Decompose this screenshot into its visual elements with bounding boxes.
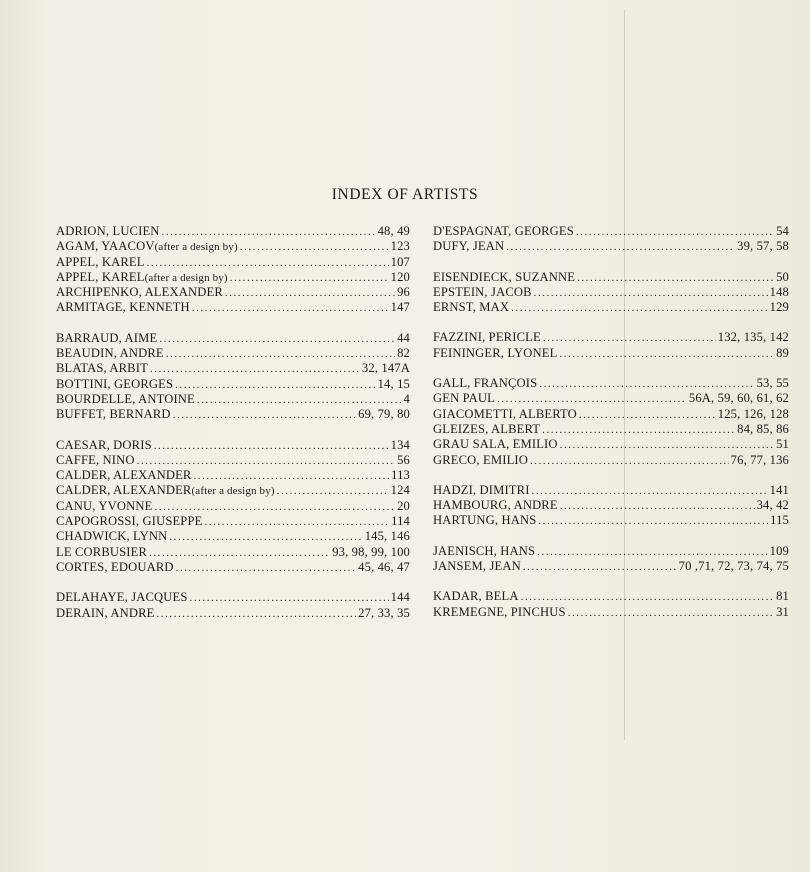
artist-name: EPSTEIN, JACOB <box>433 284 532 299</box>
leader-dots <box>506 240 735 255</box>
leader-dots <box>568 606 774 621</box>
index-entry <box>56 606 410 621</box>
page-title: INDEX OF ARTISTS <box>331 186 479 203</box>
page-numbers: 34, 42 <box>756 498 789 513</box>
artist-name: ERNST, MAX <box>433 300 510 315</box>
index-entry <box>433 407 789 422</box>
leader-dots <box>190 591 389 606</box>
leader-dots <box>559 347 774 362</box>
index-entry <box>433 437 789 452</box>
index-entry <box>433 559 789 574</box>
index-entry <box>433 605 789 620</box>
left-letter-group <box>56 224 410 316</box>
page-numbers: 54 <box>776 224 789 238</box>
leader-dots <box>193 469 389 484</box>
index-entry <box>56 331 410 346</box>
page-numbers: 114 <box>391 514 410 529</box>
index-entry <box>56 590 410 605</box>
leader-dots <box>542 423 735 438</box>
index-entry <box>433 513 789 528</box>
artist-note: (after a design by) <box>154 241 238 254</box>
artist-name: BARRAUD, AIME <box>56 330 158 345</box>
artist-name: HADZI, DIMITRI <box>433 482 530 497</box>
index-entry <box>56 255 410 270</box>
index-entry <box>433 498 789 513</box>
index-entry <box>433 376 789 391</box>
page-numbers: 50 <box>776 269 789 284</box>
artist-name: HAMBOURG, ANDRE <box>433 498 558 513</box>
index-entry <box>56 361 410 376</box>
leader-dots <box>225 286 395 301</box>
leader-dots <box>176 561 356 576</box>
page-numbers: 93, 98, 99, 100 <box>332 544 410 559</box>
leader-dots <box>162 225 376 240</box>
leader-dots <box>137 454 395 469</box>
leader-dots <box>277 484 389 499</box>
right-letter-group <box>433 483 789 529</box>
index-entry <box>56 239 410 254</box>
page-numbers: 81 <box>776 589 789 604</box>
leader-dots <box>149 546 330 561</box>
artist-name: GLEIZES, ALBERT <box>433 421 541 436</box>
artist-name: CAPOGROSSI, GIUSEPPE <box>56 514 203 529</box>
index-entry <box>56 545 410 560</box>
page-numbers: 56A, 59, 60, 61, 62 <box>688 391 789 406</box>
index-entry <box>56 483 410 498</box>
leader-dots <box>497 392 687 407</box>
right-letter-group <box>433 224 789 255</box>
index-entry <box>56 529 410 544</box>
leader-dots <box>521 590 774 605</box>
page-numbers: 89 <box>776 345 789 360</box>
leader-dots <box>159 332 395 347</box>
artist-name: CAESAR, DORIS <box>56 437 152 452</box>
page-numbers: 148 <box>769 284 789 299</box>
artist-name: CAFFE, NINO <box>56 452 135 467</box>
page-numbers: 125, 126, 128 <box>717 406 789 421</box>
leader-dots <box>530 454 729 469</box>
artist-name: AGAM, YAACOV <box>56 239 155 254</box>
leader-dots <box>560 438 774 453</box>
artist-name: EISENDIECK, SUZANNE <box>433 269 576 284</box>
page-numbers: 32, 147A <box>361 361 410 376</box>
artist-name: GRAU SALA, EMILIO <box>433 437 558 452</box>
leader-dots <box>538 514 768 529</box>
index-entry <box>56 407 410 422</box>
artist-name: GRECO, EMILIO <box>433 452 528 467</box>
left-letter-group <box>56 438 410 576</box>
leader-dots <box>154 500 395 515</box>
right-letter-group <box>433 330 789 361</box>
index-entry <box>433 270 789 285</box>
page-numbers: 120 <box>390 269 410 284</box>
page-numbers: 31 <box>776 604 789 619</box>
page-numbers: 113 <box>391 468 410 483</box>
page-numbers: 56 <box>397 452 410 467</box>
leader-dots <box>240 240 389 255</box>
page-numbers: 107 <box>390 254 410 269</box>
page-numbers: 44 <box>397 330 410 345</box>
leader-dots <box>534 286 768 301</box>
index-entry <box>433 544 789 559</box>
page-numbers: 134 <box>390 437 410 452</box>
artist-name: LE CORBUSIER <box>56 544 148 559</box>
artist-name: BOTTINI, GEORGES <box>56 376 174 391</box>
artist-note: (after a design by) <box>191 485 275 498</box>
leader-dots <box>147 256 389 271</box>
page-numbers: 70 ,71, 72, 73, 74, 75 <box>678 559 789 574</box>
artist-name: DERAIN, ANDRE <box>56 605 155 620</box>
right-letter-group <box>433 376 789 468</box>
leader-dots <box>511 301 768 316</box>
page-numbers: 124 <box>390 483 410 498</box>
artist-name: CANU, YVONNE <box>56 498 153 513</box>
left-letter-group <box>56 331 410 423</box>
leader-dots <box>576 225 774 240</box>
leader-dots <box>192 301 389 316</box>
page-numbers: 51 <box>776 437 789 452</box>
artist-name: FAZZINI, PERICLE <box>433 330 541 345</box>
page-numbers: 14, 15 <box>377 376 410 391</box>
index-entry <box>433 330 789 345</box>
artist-name: CALDER, ALEXANDER <box>56 483 192 498</box>
leader-dots <box>175 378 375 393</box>
right-letter-group <box>433 589 789 620</box>
artist-name: APPEL, KAREL <box>56 269 145 284</box>
artist-name: KADAR, BELA <box>433 589 519 604</box>
index-entry <box>56 438 410 453</box>
index-entry <box>433 422 789 437</box>
index-entry <box>433 285 789 300</box>
artist-name: GIACOMETTI, ALBERTO <box>433 406 577 421</box>
artist-name: GALL, FRANÇOIS <box>433 376 538 391</box>
page-numbers: 129 <box>769 300 789 315</box>
artist-name: BOURDELLE, ANTOINE <box>56 391 195 406</box>
artist-name: ARMITAGE, KENNETH <box>56 300 190 315</box>
page-numbers: 53, 55 <box>756 376 789 391</box>
page-numbers: 20 <box>397 498 410 513</box>
leader-dots <box>537 545 767 560</box>
index-entry <box>433 346 789 361</box>
artist-name: JANSEM, JEAN <box>433 559 521 574</box>
leader-dots <box>523 560 677 575</box>
page-numbers: 82 <box>397 346 410 361</box>
artist-name: APPEL, KAREL <box>56 254 145 269</box>
index-entry <box>56 453 410 468</box>
page-numbers: 69, 79, 80 <box>358 407 410 422</box>
leader-dots <box>154 439 389 454</box>
leader-dots <box>539 377 754 392</box>
artist-name: HARTUNG, HANS <box>433 513 537 528</box>
page-numbers: 39, 57, 58 <box>737 239 789 254</box>
index-entry <box>56 346 410 361</box>
page-numbers: 145, 146 <box>364 529 410 544</box>
artist-name: ARCHIPENKO, ALEXANDER <box>56 285 223 300</box>
page-numbers: 84, 85, 86 <box>737 421 789 436</box>
index-entry <box>433 589 789 604</box>
leader-dots <box>204 515 389 530</box>
index-entry <box>433 224 789 239</box>
artist-name: CHADWICK, LYNN <box>56 529 168 544</box>
artist-name: JAENISCH, HANS <box>433 543 536 558</box>
index-entry <box>56 270 410 285</box>
artist-name: BUFFET, BERNARD <box>56 407 171 422</box>
page-numbers: 96 <box>397 285 410 300</box>
leader-dots <box>173 408 356 423</box>
leader-dots <box>532 484 768 499</box>
leader-dots <box>150 362 360 377</box>
index-entry <box>433 391 789 406</box>
page-numbers: 109 <box>769 543 789 558</box>
page-numbers: 115 <box>770 513 789 528</box>
index-entry <box>56 392 410 407</box>
page-numbers: 4 <box>403 391 410 406</box>
leader-dots <box>560 499 755 514</box>
page-numbers: 132, 135, 142 <box>717 330 789 345</box>
index-entry <box>56 468 410 483</box>
index-entry <box>433 483 789 498</box>
artist-name: CORTES, EDOUARD <box>56 559 174 574</box>
index-entry <box>433 239 789 254</box>
artist-name: FEININGER, LYONEL <box>433 345 558 360</box>
leader-dots <box>157 607 357 622</box>
index-entry <box>56 499 410 514</box>
artist-name: KREMEGNE, PINCHUS <box>433 604 566 619</box>
leader-dots <box>543 331 716 346</box>
page-numbers: 76, 77, 136 <box>730 452 789 467</box>
artist-name: GEN PAUL <box>433 391 495 406</box>
leader-dots <box>577 271 774 286</box>
artist-name: BEAUDIN, ANDRE <box>56 346 164 361</box>
page-numbers: 144 <box>390 590 410 605</box>
artist-name: ADRION, LUCIEN <box>56 224 160 238</box>
left-letter-group <box>56 590 410 621</box>
page-numbers: 48, 49 <box>377 224 410 238</box>
index-entry <box>56 224 410 239</box>
leader-dots <box>169 530 362 545</box>
leader-dots <box>579 408 716 423</box>
artist-name: CALDER, ALEXANDER <box>56 468 192 483</box>
artist-name: BLATAS, ARBIT <box>56 361 148 376</box>
index-entry <box>433 453 789 468</box>
page-numbers: 45, 46, 47 <box>358 559 410 574</box>
index-entry <box>56 514 410 529</box>
index-entry <box>56 377 410 392</box>
index-entry <box>56 285 410 300</box>
index-entry <box>56 300 410 315</box>
artist-name: DELAHAYE, JACQUES <box>56 590 188 605</box>
artist-name: D'ESPAGNAT, GEORGES <box>433 224 574 238</box>
index-entry <box>56 560 410 575</box>
page-numbers: 123 <box>390 239 410 254</box>
right-letter-group <box>433 270 789 316</box>
page-numbers: 27, 33, 35 <box>358 605 410 620</box>
right-letter-group <box>433 544 789 575</box>
artist-note: (after a design by) <box>144 271 228 284</box>
leader-dots <box>230 271 389 286</box>
leader-dots <box>166 347 395 362</box>
artist-name: DUFY, JEAN <box>433 239 505 254</box>
right-column <box>433 224 789 635</box>
page-numbers: 141 <box>769 482 789 497</box>
index-entry <box>433 300 789 315</box>
page-numbers: 147 <box>390 300 410 315</box>
left-column <box>56 224 410 636</box>
leader-dots <box>197 393 402 408</box>
